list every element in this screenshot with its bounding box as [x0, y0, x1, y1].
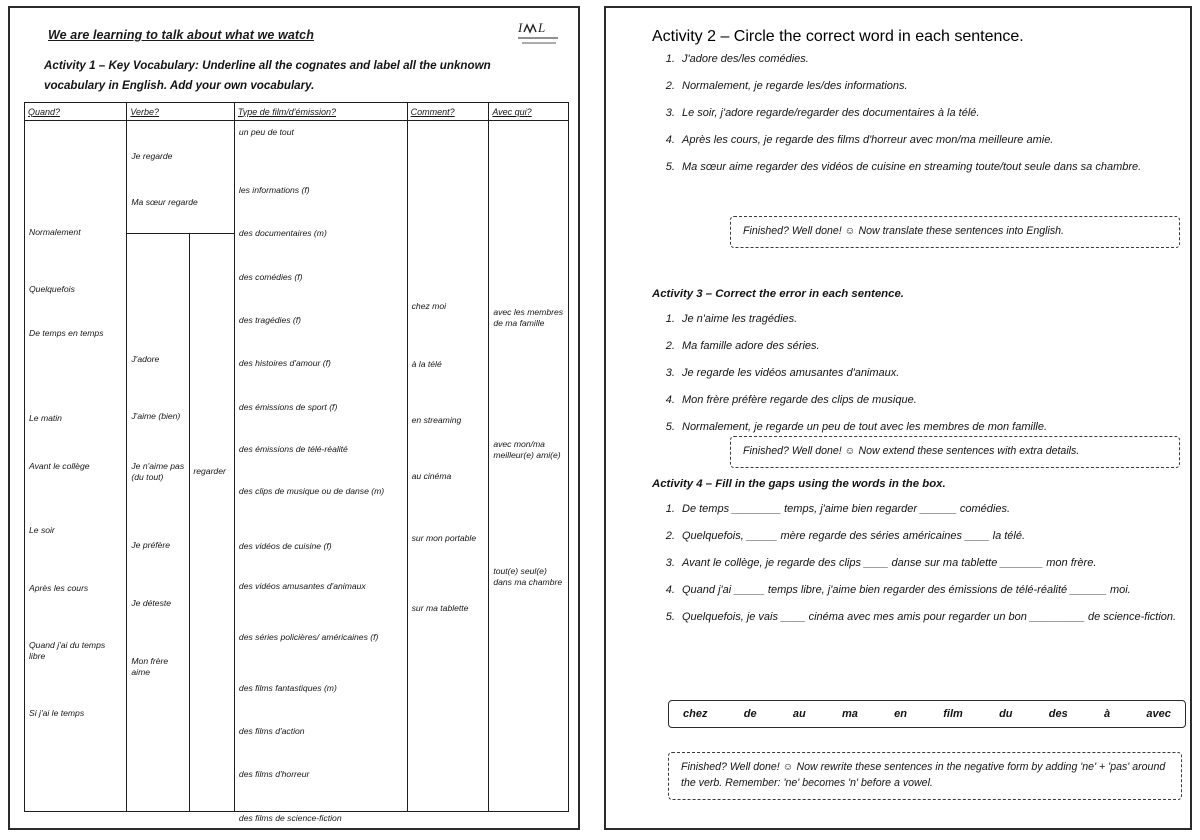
list-item: 2. Quelquefois, _____ mère regarde des séries américaines ____ la télé.	[678, 529, 1188, 545]
vocab-item: J'adore	[131, 354, 160, 364]
vocab-item: en streaming	[411, 415, 462, 425]
table-header-row	[25, 103, 569, 121]
vocab-item: Le soir	[29, 525, 55, 535]
right-worksheet	[604, 6, 1192, 830]
word-bank-item: film	[943, 708, 963, 720]
activity3-finished-note: Finished? Well done! ☺ Now extend these sentences with extra details.	[730, 436, 1180, 468]
vocab-item: Quelquefois	[29, 284, 75, 294]
column-header-quand: Quand?	[25, 103, 127, 121]
vocab-item: Si j'ai le temps	[29, 708, 85, 718]
vocab-item: des vidéos amusantes d'animaux	[238, 581, 366, 591]
list-item: 4. Mon frère préfère regarde des clips de musique.	[678, 393, 1188, 409]
vocab-item: Normalement	[29, 227, 81, 237]
list-item: 2. Normalement, je regarde les/des informations.	[678, 79, 1188, 95]
vocab-item: Mon frère aime	[131, 656, 169, 677]
column-header-type: Type de film/d'émission?	[234, 103, 407, 121]
page-title: We are learning to talk about what we watch	[48, 28, 314, 42]
cell-comment	[407, 121, 489, 812]
vocab-item: Je déteste	[131, 598, 172, 608]
vocab-item: J'aime (bien)	[131, 411, 181, 421]
vocab-item: des émissions de sport (f)	[238, 402, 338, 412]
word-bank-item: en	[894, 708, 907, 720]
left-worksheet	[8, 6, 580, 830]
vocab-item: des clips de musique ou de danse (m)	[238, 486, 385, 496]
vocab-item: au cinéma	[411, 471, 452, 481]
word-bank-item: au	[792, 708, 806, 720]
activity2-list	[648, 52, 1188, 188]
vocab-item: à la télé	[411, 359, 442, 369]
vocab-item: des émissions de télé-réalité	[238, 444, 348, 454]
vocab-item: des films de science-fiction	[238, 813, 342, 823]
list-item: 1. Je n'aime les tragédies.	[678, 312, 1188, 328]
table-body-row	[25, 121, 569, 812]
column-header-comment: Comment?	[407, 103, 489, 121]
vocab-item: Ma sœur regarde	[131, 197, 198, 207]
word-bank-item: ma	[841, 708, 858, 720]
list-item: 2. Ma famille adore des séries.	[678, 339, 1188, 355]
vocab-item: Avant le collège	[29, 461, 90, 471]
vocab-item: des films d'action	[238, 726, 305, 736]
list-item: 5. Ma sœur aime regarder des vidéos de cuisine en streaming toute/tout seule dans sa chambre.	[678, 160, 1188, 176]
vocab-item: Je préfère	[131, 540, 171, 550]
list-item: 1. J'adore des/les comédies.	[678, 52, 1188, 68]
list-item: 5. Normalement, je regarde un peu de tout avec les membres de mon famille.	[678, 420, 1188, 436]
vocab-item: Je regarde	[131, 151, 173, 161]
vocabulary-table	[24, 102, 569, 823]
word-bank-item: des	[1048, 708, 1068, 720]
activity1-instructions: Activity 1 – Key Vocabulary: Underline all the cognates and label all the unknown vocabulary in English. Add your own vocabulary.	[44, 59, 491, 93]
activity3-heading: Activity 3 – Correct the error in each sentence.	[652, 288, 904, 300]
word-bank-item: à	[1104, 708, 1111, 720]
svg-text:L: L	[538, 20, 546, 35]
vocab-item: des séries policières/ américaines (f)	[238, 632, 379, 642]
list-item: 5. Quelquefois, je vais ____ cinéma avec mes amis pour regarder un bon _________ de science-fiction.	[678, 610, 1188, 626]
vocab-item: tout(e) seul(e) dans ma chambre	[493, 566, 563, 587]
svg-text:I: I	[518, 20, 523, 35]
activity4-heading: Activity 4 – Fill in the gaps using the words in the box.	[652, 478, 946, 490]
cell-type	[234, 121, 407, 823]
vocab-item: des tragédies (f)	[238, 315, 302, 325]
vocab-item-regarder: regarder	[193, 466, 226, 476]
vocab-item: chez moi	[411, 301, 447, 311]
column-header-avecqui: Avec qui?	[489, 103, 569, 121]
activity2-finished-note: Finished? Well done! ☺ Now translate these sentences into English.	[730, 216, 1180, 248]
vocab-item: avec mon/ma meilleur(e) ami(e)	[493, 439, 561, 460]
cell-avecqui	[489, 121, 569, 812]
vocab-item: Le matin	[29, 413, 62, 423]
activity2-heading: Activity 2 – Circle the correct word in each sentence.	[652, 28, 1024, 45]
list-item: 3. Avant le collège, je regarde des clips ____ danse sur ma tablette _______ mon frère.	[678, 556, 1188, 572]
vocab-item: des vidéos de cuisine (f)	[238, 541, 332, 551]
list-item: 1. De temps ________ temps, j'aime bien regarder ______ comédies.	[678, 502, 1188, 518]
activity4-finished-note: Finished? Well done! ☺ Now rewrite these sentences in the negative form by adding 'ne' + 'pas' around the verb. Remember: 'ne' becomes 'n' before a vowel.	[668, 752, 1182, 800]
vocab-item: les informations (f)	[238, 185, 310, 195]
vocab-item: sur mon portable	[411, 533, 477, 543]
vocab-item: Je n'aime pas (du tout)	[131, 461, 185, 482]
vocab-item: De temps en temps	[29, 328, 104, 338]
vocab-item: des films fantastiques (m)	[238, 683, 337, 693]
list-item: 3. Le soir, j'adore regarde/regarder des documentaires à la télé.	[678, 106, 1188, 122]
vocab-item: des comédies (f)	[238, 272, 303, 282]
cell-verbe	[127, 121, 235, 812]
vocab-item: un peu de tout	[238, 127, 294, 137]
vocab-item: des films d'horreur	[238, 769, 310, 779]
word-bank-item: chez	[683, 708, 708, 720]
cell-quand	[25, 121, 127, 812]
activity3-list	[648, 312, 1188, 448]
vocab-item: des histoires d'amour (f)	[238, 358, 331, 368]
word-bank-item: avec	[1146, 708, 1171, 720]
vocab-item: Après les cours	[29, 583, 89, 593]
column-header-verbe: Verbe?	[127, 103, 235, 121]
vocab-item: Quand j'ai du temps libre	[29, 640, 106, 661]
institute-logo-icon	[516, 16, 564, 50]
list-item: 4. Quand j'ai _____ temps libre, j'aime bien regarder des émissions de télé-réalité ______ moi.	[678, 583, 1188, 599]
vocab-item: sur ma tablette	[411, 603, 469, 613]
list-item: 4. Après les cours, je regarde des films d'horreur avec mon/ma meilleure amie.	[678, 133, 1188, 149]
list-item: 3. Je regarde les vidéos amusantes d'animaux.	[678, 366, 1188, 382]
word-bank-box	[668, 700, 1186, 728]
word-bank-item: de	[743, 708, 757, 720]
word-bank-item: du	[999, 708, 1013, 720]
activity4-list	[648, 502, 1188, 638]
vocab-item: avec les membres de ma famille	[493, 307, 564, 328]
vocab-item: des documentaires (m)	[238, 228, 327, 238]
